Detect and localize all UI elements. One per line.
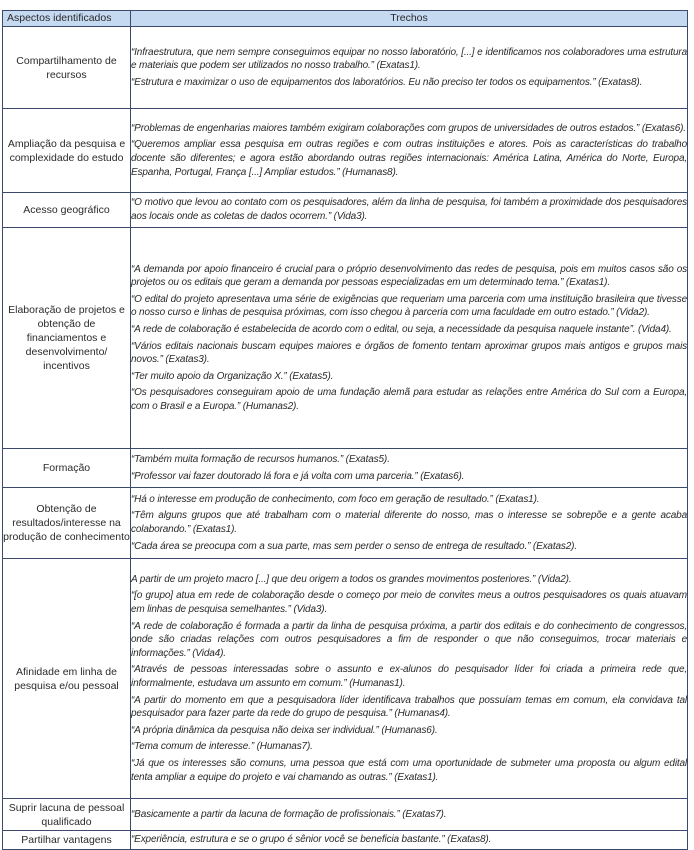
aspect-cell: Afinidade em linha de pesquisa e/ou pessoal [3,559,131,799]
table-row [3,27,688,109]
quote: “A partir do momento em que a pesquisadora líder identificava trabalhos que possuíam temas em comum, ela convidava tal pesquisador para fazer parte da rede do grupo de pesquisa.” (Humanas4). [131,694,687,720]
aspect-cell: Elaboração de projetos e obtenção de financiamentos e desenvolvimento/ incentivos [3,228,131,449]
quote: “Têm alguns grupos que até trabalham com o material diferente do nosso, mas o interesse se sobrepõe e a gente acaba colaborando.” (Exatas1). [131,510,687,535]
table-row [3,193,688,228]
quotes-cell [131,109,688,193]
quotes-cell [131,488,688,559]
quotes-cell [131,193,688,228]
quote: “Experiência, estrutura e se o grupo é sênior você se beneficia bastante.” (Exatas8). [131,834,492,846]
quote: “Há o interesse em produção de conhecimento, com foco em geração de resultado.” (Exatas1). [131,493,540,505]
quote: “A demanda por apoio financeiro é crucial para o próprio desenvolvimento das redes de pesquisa, pois em muitos casos são os projetos ou os editais que geram a demanda por pessoas especializadas em um determinado tema.” (Exatas1). [131,263,687,289]
quote: “Professor vai fazer doutorado lá fora e já volta com uma parceria.” (Exatas6). [131,470,465,482]
quote: “A rede de colaboração é estabelecida de acordo com o edital, ou seja, a necessidade da pesquisa naquele instante”. (Vida4). [131,323,672,335]
header-excerpts: Trechos [131,11,688,27]
quote: “[o grupo] atua em rede de colaboração desde o começo por meio de convites meus a outros pesquisadores os quais atuavam em linhas de pesquisa semelhantes.” (Vida3). [131,590,687,616]
quote: “A rede de colaboração é formada a partir da linha de pesquisa próxima, a partir dos editais e do conhecimento de congressos, onde são criadas relações com outros pesquisadores a fim de responder o que não conseguimos, trocar materiais e informações.” (Vida4). [131,620,687,659]
table-row [3,488,688,559]
quote: “Já que os interesses são comuns, uma pessoa que está com uma oportunidade de submeter uma proposta ou algum edital tenta ampliar a equipe do projeto e vai chamando as outras.” (Exatas1). [131,757,687,783]
quote: “Estrutura e maximizar o uso de equipamentos dos laboratórios. Eu não preciso ter todos os equipamentos.” (Exatas8). [131,76,643,88]
aspect-cell: Formação [3,449,131,488]
quotes-cell [131,559,688,799]
quote: “O edital do projeto apresentava uma série de exigências que requeriam uma parceria com uma instituição brasileira que tivesse o nosso curso e linhas de pesquisa próximas, com isso chegou à parceria com uma faculdade em outro estado.” (Vida2). [131,293,687,319]
aspect-cell: Acesso geográfico [3,193,131,228]
table-row [3,559,688,799]
quote: “Queremos ampliar essa pesquisa em outras regiões e com outras instituições e atores. Pois as características do trabalho docente são diferentes; e agora estão abordando outras regiões internacionais: América Latina, América do Norte, Europa, Espanha, Portugal, França [...] Ampliar estudos.” (Humanas8). [131,139,687,178]
aspect-cell: Suprir lacuna de pessoal qualificado [3,799,131,831]
quote: “Ter muito apoio da Organização X.” (Exatas5). [131,370,334,382]
table-row [3,799,688,831]
quotes-cell [131,831,688,850]
quote: “O motivo que levou ao contato com os pesquisadores, além da linha de pesquisa, foi também a proximidade dos pesquisadores aos locais onde as coletas de dados ocorrem.” (Vida3). [131,197,687,222]
aspect-cell: Obtenção de resultados/interesse na produção de conhecimento [3,488,131,559]
aspect-cell: Compartilhamento de recursos [3,27,131,109]
quote: “A própria dinâmica da pesquisa não deixa ser individual.” (Humanas6). [131,724,438,736]
quotes-cell [131,27,688,109]
aspect-cell: Partilhar vantagens [3,831,131,850]
quote: “Problemas de engenharias maiores também exigiram colaborações com grupos de universidades de outros estados.” (Exatas6). [131,122,686,134]
table-row [3,831,688,850]
quotes-cell [131,449,688,488]
aspects-table [2,10,688,850]
quote: “Vários editais nacionais buscam equipes maiores e órgãos de fomento tentam aproximar grupos mais antigos e grupos mais novos.” (Exatas3). [131,340,687,366]
quotes-cell [131,228,688,449]
quote: “Tema comum de interesse.” (Humanas7). [131,741,313,753]
quote: A partir de um projeto macro [...] que deu origem a todos os grandes movimentos posteriores.” (Vida2). [131,573,572,585]
table-header-row [3,11,688,27]
quote: “Através de pessoas interessadas sobre o assunto e ex-alunos do pesquisador líder foi criada a primeira rede que, informalmente, estudava um assunto em comum.” (Humanas1). [131,664,687,689]
table-row [3,228,688,449]
header-aspects: Aspectos identificados [3,11,131,27]
table-row [3,449,688,488]
table-row [3,109,688,193]
quote: “Os pesquisadores conseguiram apoio de uma fundação alemã para estudar as relações entre América do Sul com a Europa, com o Brasil e a Europa.” (Humanas2). [131,387,687,412]
quote: “Cada área se preocupa com a sua parte, mas sem perder o senso de entrega de resultado.” (Exatas2). [131,540,577,552]
quote: “Infraestrutura, que nem sempre conseguimos equipar no nosso laboratório, [...] e identificamos nos colaboradores uma estrutura e materiais que podem ser utilizados no nosso trabalho.” (Exatas1). [131,46,687,72]
aspect-cell: Ampliação da pesquisa e complexidade do estudo [3,109,131,193]
quote: “Basicamente a partir da lacuna de formação de profissionais.” (Exatas7). [131,808,447,820]
quotes-cell [131,799,688,831]
quote: “Também muita formação de recursos humanos.” (Exatas5). [131,453,390,465]
